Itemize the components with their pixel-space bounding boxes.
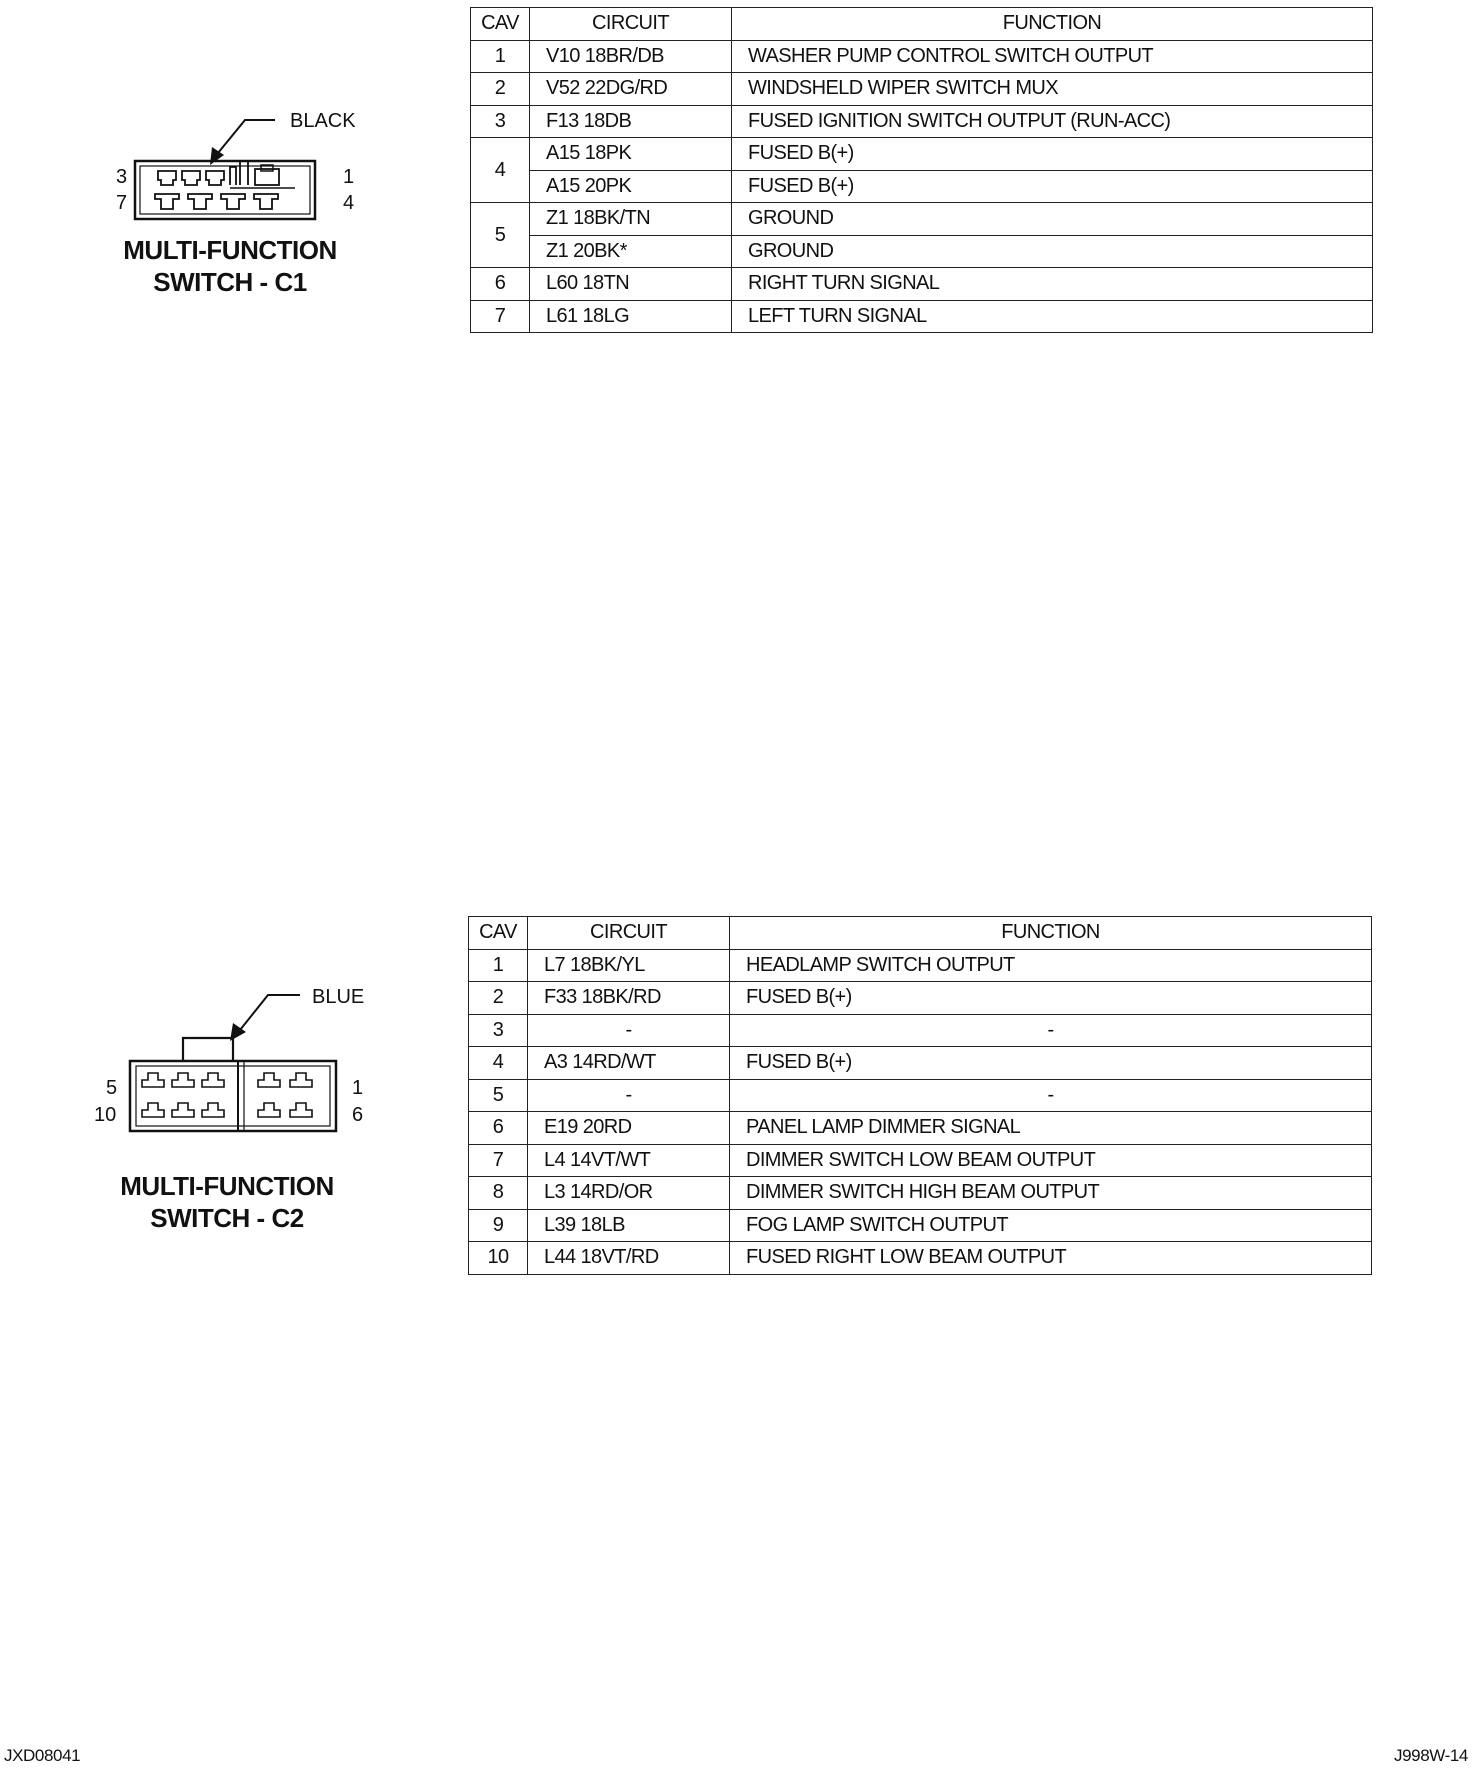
function-cell: GROUND [732,203,1373,236]
connector-c1-color-label: BLACK [290,110,356,132]
table-row [471,300,1373,333]
function-cell: GROUND [732,235,1373,268]
table-row [469,982,1372,1015]
connector-c1-pin-label-4: 4 [343,192,355,214]
circuit-cell: V10 18BR/DB [530,40,732,73]
cav-cell: 5 [471,203,530,268]
circuit-cell: L7 18BK/YL [528,949,730,982]
table-row [471,105,1373,138]
connector-c1-pin-label-7: 7 [116,192,128,214]
table-row [471,40,1373,73]
function-cell: - [730,1079,1372,1112]
circuit-cell: L44 18VT/RD [528,1242,730,1275]
connector-c2-pin-label-10: 10 [94,1104,117,1126]
circuit-cell: L39 18LB [528,1209,730,1242]
function-cell: FUSED B(+) [730,1047,1372,1080]
function-cell: FOG LAMP SWITCH OUTPUT [730,1209,1372,1242]
function-cell: PANEL LAMP DIMMER SIGNAL [730,1112,1372,1145]
function-cell: LEFT TURN SIGNAL [732,300,1373,333]
table-row [469,1014,1372,1047]
circuit-header: CIRCUIT [528,917,730,950]
cav-cell: 2 [471,73,530,106]
connector-c2-color-label: BLUE [312,986,365,1008]
cav-cell: 1 [471,40,530,73]
circuit-cell: F13 18DB [530,105,732,138]
function-cell: DIMMER SWITCH LOW BEAM OUTPUT [730,1144,1372,1177]
connector-c2-pin-label-1: 1 [352,1077,364,1099]
connector-c2-title [102,1170,352,1234]
cav-cell: 2 [469,982,528,1015]
cav-cell: 9 [469,1209,528,1242]
footer-right-code: J998W-14 [1394,1746,1468,1765]
cav-cell: 3 [469,1014,528,1047]
connector-c1-title-line2: SWITCH - C1 [153,267,307,297]
circuit-cell: - [528,1014,730,1047]
connector-c2-pin-table [468,916,1372,1275]
cav-cell: 4 [469,1047,528,1080]
circuit-header: CIRCUIT [530,8,732,41]
table-row [471,138,1373,171]
cav-cell: 5 [469,1079,528,1112]
connector-c1-pin-table [470,7,1373,333]
connector-c1-title [105,234,355,298]
circuit-cell: A3 14RD/WT [528,1047,730,1080]
circuit-cell: Z1 18BK/TN [530,203,732,236]
connector-c1-pin-label-3: 3 [116,166,128,188]
table-row [469,1177,1372,1210]
function-cell: FUSED RIGHT LOW BEAM OUTPUT [730,1242,1372,1275]
function-header: FUNCTION [730,917,1372,950]
table-row [471,170,1373,203]
table-row [469,1209,1372,1242]
cav-cell: 8 [469,1177,528,1210]
connector-c2-diagram [90,975,390,1145]
circuit-cell: L60 18TN [530,268,732,301]
cav-cell: 6 [471,268,530,301]
table-row [469,1144,1372,1177]
cav-cell: 4 [471,138,530,203]
circuit-cell: L61 18LG [530,300,732,333]
circuit-cell: V52 22DG/RD [530,73,732,106]
table-row [471,268,1373,301]
function-cell: FUSED B(+) [732,170,1373,203]
connector-c2-pin-label-5: 5 [106,1077,118,1099]
connector-c2-pin-label-6: 6 [352,1104,364,1126]
circuit-cell: A15 18PK [530,138,732,171]
table-row [469,1047,1372,1080]
cav-cell: 10 [469,1242,528,1275]
cav-cell: 6 [469,1112,528,1145]
function-cell: FUSED IGNITION SWITCH OUTPUT (RUN-ACC) [732,105,1373,138]
table-row [469,949,1372,982]
function-cell: FUSED B(+) [732,138,1373,171]
table-row [471,235,1373,268]
function-cell: RIGHT TURN SIGNAL [732,268,1373,301]
table-header-row [469,917,1372,950]
function-cell: DIMMER SWITCH HIGH BEAM OUTPUT [730,1177,1372,1210]
function-header: FUNCTION [732,8,1373,41]
table-row [469,1242,1372,1275]
cav-cell: 1 [469,949,528,982]
cav-cell: 3 [471,105,530,138]
footer-left-code: JXD08041 [4,1746,81,1765]
circuit-cell: L4 14VT/WT [528,1144,730,1177]
circuit-cell: L3 14RD/OR [528,1177,730,1210]
function-cell: WINDSHELD WIPER SWITCH MUX [732,73,1373,106]
circuit-cell: A15 20PK [530,170,732,203]
function-cell: WASHER PUMP CONTROL SWITCH OUTPUT [732,40,1373,73]
function-cell: HEADLAMP SWITCH OUTPUT [730,949,1372,982]
connector-c1-diagram [100,95,380,235]
circuit-cell: Z1 20BK* [530,235,732,268]
connector-c2-title-line2: SWITCH - C2 [150,1203,304,1233]
connector-c1-title-line1: MULTI-FUNCTION [123,235,337,265]
table-row [471,203,1373,236]
cav-header: CAV [471,8,530,41]
cav-cell: 7 [469,1144,528,1177]
circuit-cell: E19 20RD [528,1112,730,1145]
connector-c1-pin-label-1: 1 [343,166,355,188]
table-row [471,73,1373,106]
cav-cell: 7 [471,300,530,333]
function-cell: FUSED B(+) [730,982,1372,1015]
table-row [469,1079,1372,1112]
cav-header: CAV [469,917,528,950]
function-cell: - [730,1014,1372,1047]
circuit-cell: - [528,1079,730,1112]
table-row [469,1112,1372,1145]
circuit-cell: F33 18BK/RD [528,982,730,1015]
table-header-row [471,8,1373,41]
connector-c2-title-line1: MULTI-FUNCTION [120,1171,334,1201]
